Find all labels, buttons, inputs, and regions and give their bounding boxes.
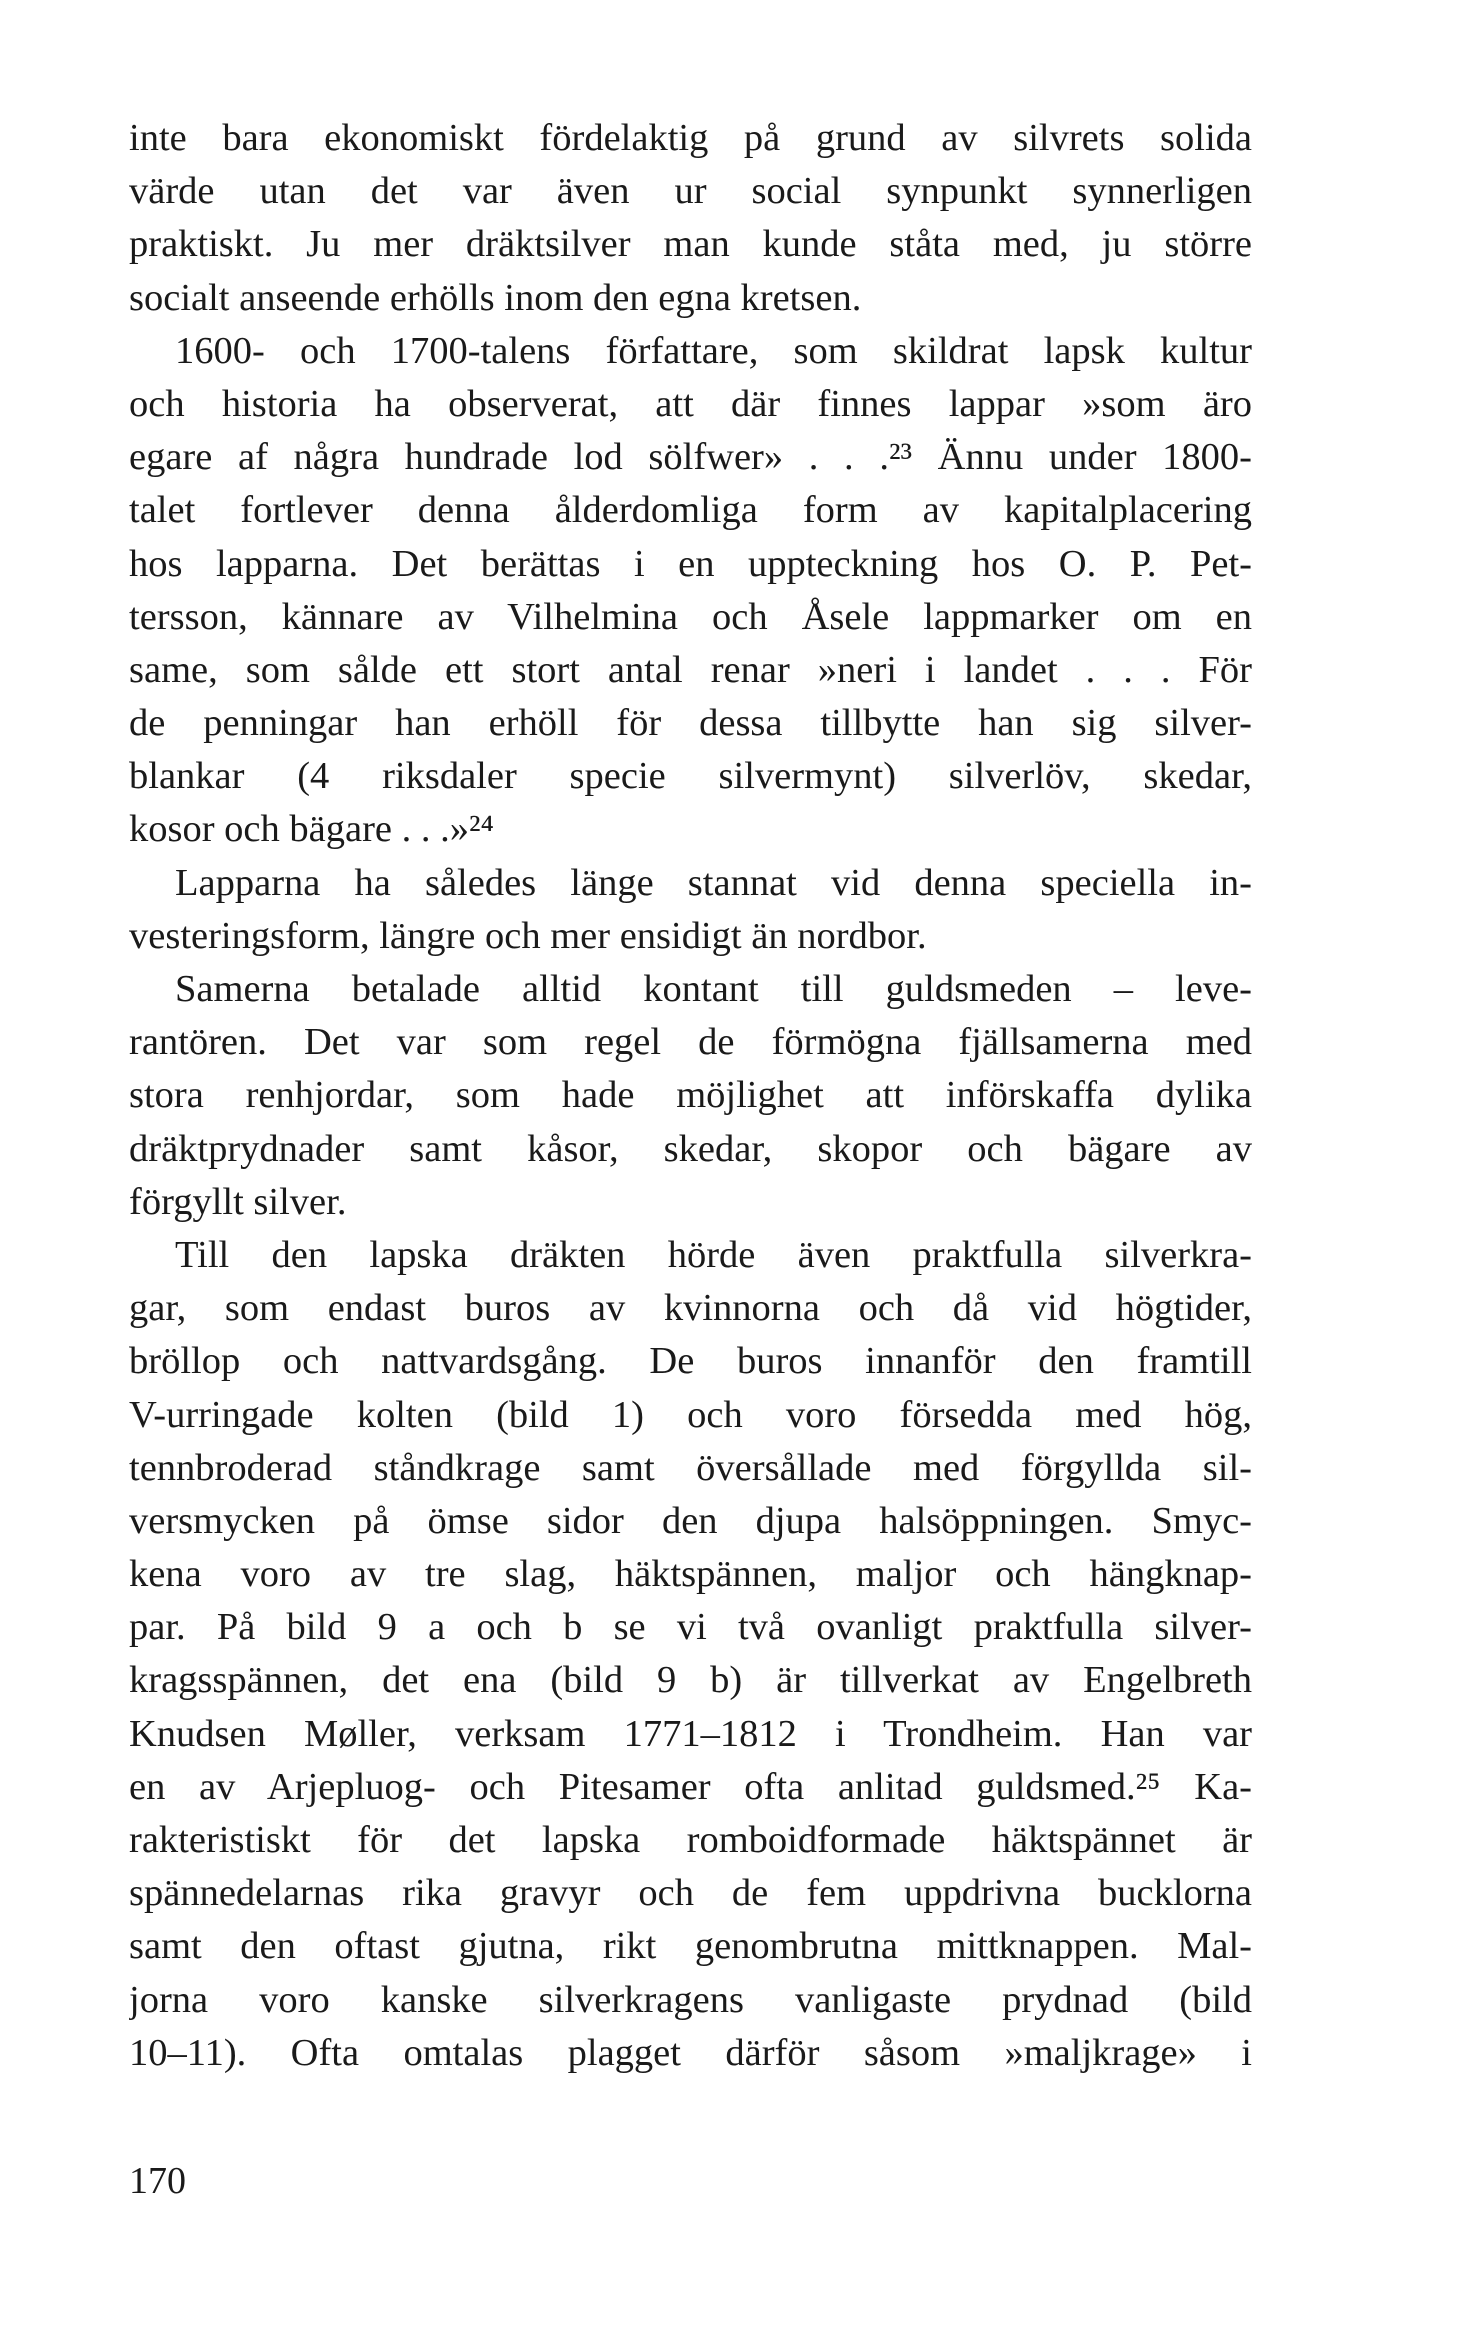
text-line: blankar (4 riksdaler specie silvermynt) silverlöv, skedar,: [129, 755, 1252, 798]
text-line: dräktprydnader samt kåsor, skedar, skopor och bägare av: [129, 1127, 1252, 1170]
text-line: praktiskt. Ju mer dräktsilver man kunde ståta med, ju större: [129, 223, 1252, 266]
text-line: hos lapparna. Det berättas i en uppteckning hos O. P. Pet-: [129, 542, 1252, 585]
page-number: 170: [129, 2160, 186, 2202]
text-line: samt den oftast gjutna, rikt genombrutna mittknappen. Mal-: [129, 1925, 1252, 1968]
text-line: spännedelarnas rika gravyr och de fem uppdrivna bucklorna: [129, 1872, 1252, 1915]
text-line: och historia ha observerat, att där finnes lappar »som äro: [129, 382, 1252, 425]
text-line: förgyllt silver.: [129, 1180, 347, 1223]
text-line: de penningar han erhöll för dessa tillbytte han sig silver-: [129, 702, 1252, 745]
text-line: Till den lapska dräkten hörde även praktfulla silverkra-: [175, 1233, 1252, 1276]
text-line: egare af några hundrade lod sölfwer» . . .²³ Ännu under 1800-: [129, 436, 1252, 479]
text-line: kosor och bägare . . .»²⁴: [129, 808, 494, 851]
text-line: Knudsen Møller, verksam 1771–1812 i Trondheim. Han var: [129, 1712, 1252, 1755]
text-line: värde utan det var även ur social synpunkt synnerligen: [129, 170, 1252, 213]
text-line: socialt anseende erhölls inom den egna kretsen.: [129, 276, 862, 319]
text-line: stora renhjordar, som hade möjlighet att införskaffa dylika: [129, 1074, 1252, 1117]
text-line: 10–11). Ofta omtalas plagget därför såsom »maljkrage» i: [129, 2031, 1252, 2074]
text-line: vesteringsform, längre och mer ensidigt än nordbor.: [129, 914, 927, 957]
text-line: jorna voro kanske silverkragens vanligaste prydnad (bild: [129, 1978, 1252, 2021]
text-line: par. På bild 9 a och b se vi två ovanligt praktfulla silver-: [129, 1606, 1252, 1649]
page-body: [129, 112, 1252, 2080]
text-line: Samerna betalade alltid kontant till guldsmeden – leve-: [175, 968, 1252, 1010]
text-line: talet fortlever denna ålderdomliga form av kapitalplacering: [129, 489, 1252, 532]
text-line: rantören. Det var som regel de förmögna fjällsamerna med: [129, 1021, 1252, 1064]
text-line: inte bara ekonomiskt fördelaktig på grund av silvrets solida: [129, 117, 1252, 159]
text-line: kena voro av tre slag, häktspännen, maljor och hängknap-: [129, 1553, 1252, 1596]
text-line: en av Arjepluog- och Pitesamer ofta anlitad guldsmed.²⁵ Ka-: [129, 1765, 1252, 1808]
text-line: tennbroderad ståndkrage samt översållade med förgyllda sil-: [129, 1446, 1252, 1489]
text-line: gar, som endast buros av kvinnorna och då vid högtider,: [129, 1287, 1252, 1330]
text-line: kragsspännen, det ena (bild 9 b) är tillverkat av Engelbreth: [129, 1659, 1252, 1702]
text-line: tersson, kännare av Vilhelmina och Åsele lappmarker om en: [129, 595, 1252, 638]
text-line: same, som sålde ett stort antal renar »neri i landet . . . För: [129, 648, 1252, 691]
text-line: versmycken på ömse sidor den djupa halsöppningen. Smyc-: [129, 1499, 1252, 1542]
text-line: rakteristiskt för det lapska romboidformade häktspännet är: [129, 1819, 1252, 1861]
text-line: V-urringade kolten (bild 1) och voro försedda med hög,: [129, 1393, 1252, 1436]
text-line: Lapparna ha således länge stannat vid denna speciella in-: [175, 861, 1252, 904]
text-line: 1600- och 1700-talens författare, som skildrat lapsk kultur: [175, 329, 1252, 372]
text-line: bröllop och nattvardsgång. De buros innanför den framtill: [129, 1340, 1252, 1383]
